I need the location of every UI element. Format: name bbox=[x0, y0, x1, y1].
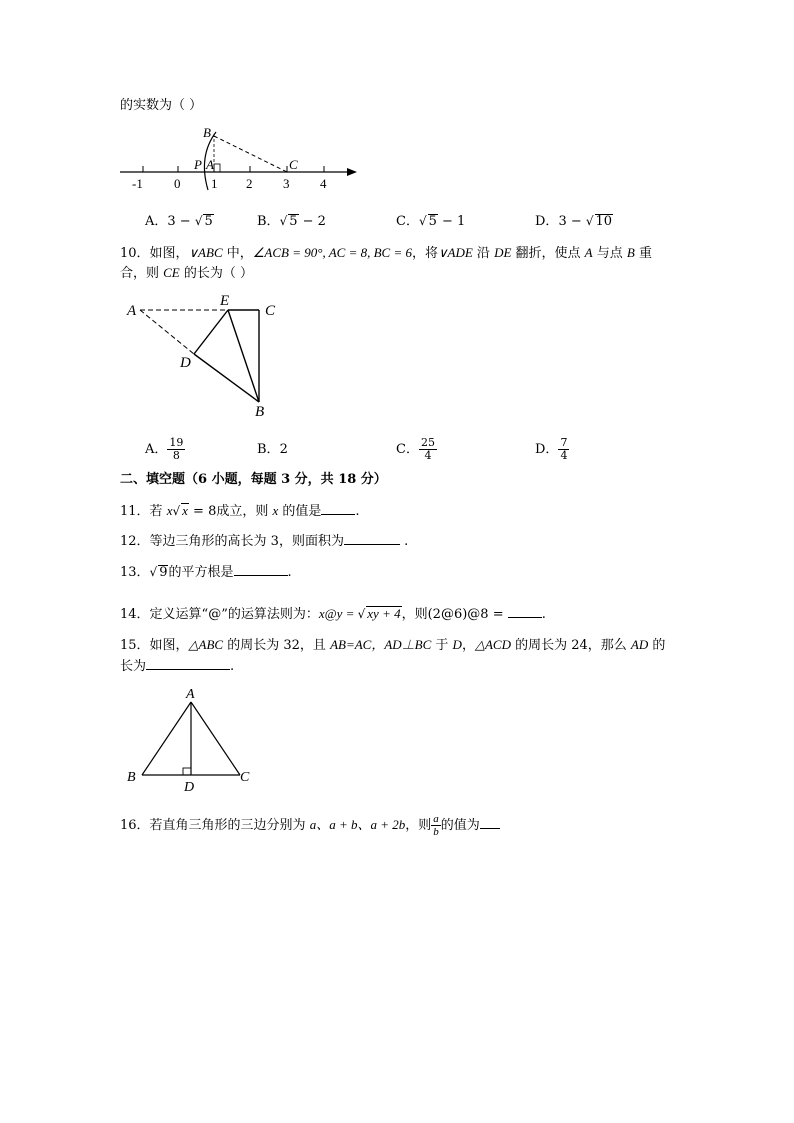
q11: 11．若 x√ x = 8成立，则 x 的值是 . bbox=[120, 503, 360, 519]
point-label-e: E bbox=[220, 293, 230, 309]
right-angle-mark bbox=[214, 164, 220, 172]
point-label-c: C bbox=[265, 303, 276, 319]
point-label-d: D bbox=[184, 780, 195, 795]
q9-tail: 的实数为（ ） bbox=[120, 98, 203, 113]
tick-label-0: 0 bbox=[174, 176, 181, 191]
q9-option-b[interactable]: B．√ 5 − 2 bbox=[257, 214, 326, 229]
right-angle-mark bbox=[183, 768, 191, 775]
point-label-b: B bbox=[255, 404, 265, 420]
q9-option-a[interactable]: A．3 − √ 5 bbox=[145, 214, 213, 229]
answer-blank[interactable] bbox=[344, 532, 400, 545]
sqrt-icon: √ bbox=[149, 565, 158, 579]
point-label-c: C bbox=[240, 770, 250, 785]
sqrt-icon: √ bbox=[585, 214, 594, 228]
q9-option-c[interactable]: C．√ 5 − 1 bbox=[396, 214, 466, 229]
q10-option-b[interactable]: B．2 bbox=[257, 442, 288, 457]
answer-blank[interactable] bbox=[321, 502, 355, 515]
q16: 16．若直角三角形的三边分别为 a、a + b、a + 2b，则 $\frac{a}{b}$ 的值为 bbox=[120, 813, 500, 838]
point-label-c: C bbox=[289, 157, 298, 172]
sqrt-icon: √ bbox=[357, 607, 366, 621]
answer-blank[interactable] bbox=[508, 605, 542, 618]
q12: 12．等边三角形的高长为 3，则面积为 . bbox=[120, 534, 409, 549]
point-label-a: A bbox=[186, 687, 195, 702]
q10-option-d[interactable]: D． $\frac{7}{4}$ bbox=[535, 436, 568, 462]
q15-triangle-figure bbox=[122, 684, 262, 796]
section-heading: 二、填空题（6 小题，每题 3 分，共 18 分） bbox=[120, 472, 387, 487]
sqrt-icon: √ bbox=[172, 504, 181, 518]
tick-label-4: 4 bbox=[320, 176, 327, 191]
q14: 14．定义运算“@”的运算法则为：x@y = √ xy + 4，则(2@6)@8 = . bbox=[120, 606, 546, 622]
point-label-d: D bbox=[180, 355, 191, 371]
q15-line1: 15．如图，△ABC 的周长为 32，且 AB=AC，AD⊥BC 于 D，△ACD 的周长为 24，那么 AD 的 bbox=[120, 637, 666, 653]
sqrt-icon: √ bbox=[194, 214, 203, 228]
q13: 13．√ 9的平方根是 . bbox=[120, 565, 292, 580]
q15-line2: 长为 . bbox=[120, 659, 235, 674]
q10-option-c[interactable]: C． $\frac{25}{4}$ bbox=[396, 436, 435, 462]
q9-option-d[interactable]: D．3 − √ 10 bbox=[535, 214, 613, 229]
tick-label-3: 3 bbox=[283, 176, 290, 191]
answer-blank[interactable] bbox=[480, 816, 500, 829]
tick-label-2: 2 bbox=[246, 176, 253, 191]
answer-blank[interactable] bbox=[234, 563, 288, 576]
point-label-b: B bbox=[203, 125, 211, 140]
q9-number-line-figure bbox=[115, 120, 365, 192]
axis-arrow bbox=[347, 168, 357, 176]
q10-stem-line1: 10．如图，∨ABC 中，∠ACB = 90°, AC = 8, BC = 6，将∨ADE 沿 DE 翻折，使点 A 与点 B 重 bbox=[120, 245, 652, 261]
tick-label-1: 1 bbox=[211, 176, 218, 191]
point-label-a: A bbox=[127, 303, 137, 319]
q10-option-a[interactable]: A． $\frac{19}{8}$ bbox=[145, 436, 184, 462]
q10-stem-line2: 合，则 CE 的长为（ ） bbox=[120, 265, 254, 281]
point-label-b: B bbox=[127, 770, 136, 785]
tick-label-neg1: -1 bbox=[132, 176, 143, 191]
q10-triangle-figure bbox=[122, 288, 292, 423]
point-label-p: P bbox=[194, 157, 202, 172]
point-label-a: A bbox=[206, 157, 214, 172]
answer-blank[interactable] bbox=[146, 657, 230, 670]
sqrt-icon: √ bbox=[279, 214, 288, 228]
sqrt-icon: √ bbox=[418, 214, 427, 228]
